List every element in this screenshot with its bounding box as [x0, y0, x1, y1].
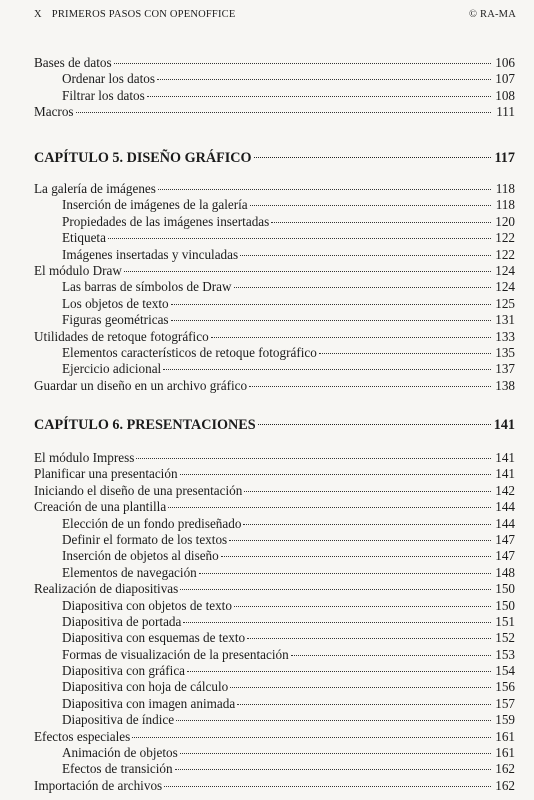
toc-entry-label: Imágenes insertadas y vinculadas	[62, 246, 239, 262]
dot-leader	[199, 573, 491, 574]
dot-leader	[250, 205, 491, 206]
toc-entry-page-number: 162	[495, 777, 515, 793]
toc-entry-label: Elementos de navegación	[62, 564, 197, 580]
toc-entry-label: Las barras de símbolos de Draw	[62, 279, 232, 295]
dot-leader	[180, 753, 491, 754]
dot-leader	[164, 786, 491, 787]
toc-entry	[34, 663, 515, 679]
toc-entry-page-number: 111	[496, 104, 515, 120]
toc-entry	[34, 88, 515, 104]
toc-entry-label: Creación de una plantilla	[34, 499, 167, 515]
toc-entry	[34, 312, 515, 328]
dot-leader	[168, 507, 491, 508]
dot-leader	[108, 238, 491, 239]
toc-block-design	[34, 181, 515, 394]
toc-entry	[34, 614, 515, 630]
dot-leader	[254, 157, 491, 158]
toc-entry-label: Efectos especiales	[34, 728, 131, 744]
toc-entry-page-number: 124	[495, 262, 515, 278]
dot-leader	[171, 320, 491, 321]
toc-entry	[34, 181, 515, 197]
dot-leader	[249, 386, 491, 387]
toc-entry-label: Diapositiva con gráfica	[62, 663, 186, 679]
dot-leader	[158, 189, 491, 190]
dot-leader	[147, 96, 491, 97]
toc-entry	[34, 679, 515, 695]
dot-leader	[180, 474, 491, 475]
toc-entry-label: Utilidades de retoque fotográfico	[34, 328, 209, 344]
dot-leader	[271, 222, 491, 223]
toc-entry	[34, 197, 515, 213]
toc-entry-page-number: 151	[495, 613, 515, 629]
toc-entry-label: Planificar una presentación	[34, 466, 178, 482]
dot-leader	[136, 458, 491, 459]
dot-leader	[124, 271, 491, 272]
toc-entry-page-number: 125	[495, 295, 515, 311]
toc-entry-page-number: 118	[495, 197, 515, 213]
toc-entry-page-number: 148	[495, 564, 515, 580]
toc-entry-page-number: 135	[495, 344, 515, 360]
chapter-title: CAPÍTULO 5. DISEÑO GRÁFICO	[34, 150, 252, 166]
toc-entry	[34, 761, 515, 777]
toc-entry	[34, 548, 515, 564]
toc-entry-page-number: 153	[495, 646, 515, 662]
dot-leader	[319, 353, 491, 354]
toc-entry-page-number: 150	[495, 597, 515, 613]
toc-entry-page-number: 141	[495, 466, 515, 482]
chapter-title-row	[34, 415, 515, 435]
toc-entry-label: El módulo Draw	[34, 262, 122, 278]
toc-entry-label: Diapositiva de portada	[62, 613, 182, 629]
toc-entry-page-number: 138	[495, 377, 515, 393]
toc-entry-page-number: 122	[495, 246, 515, 262]
toc-entry-label: Realización de diapositivas	[34, 581, 179, 597]
chapter-title-row	[34, 148, 515, 168]
toc-entry-label: La galería de imágenes	[34, 181, 156, 196]
dot-leader	[229, 540, 491, 541]
dot-leader	[221, 556, 491, 557]
toc-entry	[34, 745, 515, 761]
dot-leader	[258, 424, 491, 425]
toc-entry	[34, 345, 515, 361]
toc-entry-page-number: 106	[495, 55, 515, 70]
toc-entry-label: El módulo Impress	[34, 450, 135, 465]
toc-block-presentations	[34, 450, 515, 794]
toc-entry	[34, 361, 515, 377]
dot-leader	[76, 112, 491, 113]
dot-leader	[230, 687, 491, 688]
dot-leader	[244, 491, 491, 492]
toc-entry-page-number: 157	[495, 695, 515, 711]
toc-entry	[34, 378, 515, 394]
toc-entry-label: Propiedades de las imágenes insertadas	[62, 213, 270, 229]
toc-entry-page-number: 150	[495, 581, 515, 597]
book-title: PRIMEROS PASOS CON OPENOFFICE	[51, 9, 236, 20]
chapter-page-number: 117	[494, 150, 515, 166]
dot-leader	[176, 720, 491, 721]
page-roman-numeral: X	[34, 9, 42, 20]
toc-entry	[34, 279, 515, 295]
toc-entry-label: Inserción de imágenes de la galería	[62, 197, 248, 213]
toc-entry-page-number: 159	[495, 712, 515, 728]
toc-entry	[34, 263, 515, 279]
toc-entry	[34, 55, 515, 71]
toc-entry	[34, 104, 515, 120]
chapter-title: CAPÍTULO 6. PRESENTACIONES	[34, 417, 256, 433]
publisher-mark: © RA-MA	[468, 9, 516, 20]
dot-leader	[237, 704, 491, 705]
toc-entry-page-number: 147	[495, 531, 515, 547]
toc-entry	[34, 71, 515, 87]
toc-entry-page-number: 107	[495, 71, 515, 87]
toc-entry-label: Diapositiva con objetos de texto	[62, 597, 232, 613]
toc-entry-label: Importación de archivos	[34, 777, 163, 793]
toc-entry-label: Macros	[34, 104, 74, 120]
toc-entry-page-number: 161	[495, 728, 515, 744]
toc-entry	[34, 450, 515, 466]
dot-leader	[291, 655, 491, 656]
dot-leader	[234, 287, 491, 288]
toc-entry-page-number: 142	[495, 482, 515, 498]
toc-entry-label: Elementos característicos de retoque fotográfico	[62, 344, 317, 360]
chapter-page-number: 141	[493, 417, 515, 433]
dot-leader	[157, 79, 491, 80]
toc-entry-page-number: 152	[495, 630, 515, 646]
dot-leader	[211, 337, 491, 338]
toc-entry	[34, 466, 515, 482]
toc-entry-label: Formas de visualización de la presentación	[62, 646, 289, 662]
toc-entry-label: Figuras geométricas	[62, 312, 169, 328]
toc-entry-page-number: 156	[495, 679, 515, 695]
toc-entry-label: Los objetos de texto	[62, 295, 169, 311]
toc-entry	[34, 214, 515, 230]
toc-entry	[34, 329, 515, 345]
toc-entry	[34, 598, 515, 614]
toc-entry-page-number: 161	[495, 745, 515, 761]
toc-entry	[34, 712, 515, 728]
running-header	[34, 9, 516, 20]
toc-entry-label: Definir el formato de los textos	[62, 531, 228, 547]
toc-entry	[34, 516, 515, 532]
toc-entry	[34, 778, 515, 794]
chapter-5-heading	[34, 148, 515, 168]
toc-entry-page-number: 162	[495, 761, 515, 777]
toc-entry-page-number: 154	[495, 663, 515, 679]
toc-entry	[34, 483, 515, 499]
toc-entry	[34, 630, 515, 646]
toc-entry-page-number: 122	[495, 230, 515, 246]
toc-entry-label: Filtrar los datos	[62, 87, 145, 103]
toc-entry-page-number: 108	[495, 87, 515, 103]
dot-leader	[114, 63, 491, 64]
dot-leader	[234, 606, 491, 607]
toc-entry-label: Bases de datos	[34, 55, 112, 70]
toc-entry-label: Ejercicio adicional	[62, 361, 162, 377]
toc-entry-page-number: 133	[495, 328, 515, 344]
toc-entry-label: Guardar un diseño en un archivo gráfico	[34, 377, 248, 393]
toc-entry-label: Elección de un fondo prediseñado	[62, 515, 242, 531]
dot-leader	[247, 638, 491, 639]
dot-leader	[183, 622, 491, 623]
toc-entry	[34, 532, 515, 548]
toc-entry-label: Diapositiva de índice	[62, 712, 175, 728]
dot-leader	[175, 769, 491, 770]
toc-entry-label: Inserción de objetos al diseño	[62, 548, 219, 564]
toc-entry-label: Ordenar los datos	[62, 71, 156, 87]
toc-entry-label: Diapositiva con hoja de cálculo	[62, 679, 229, 695]
toc-entry	[34, 565, 515, 581]
toc-block-databases	[34, 55, 515, 121]
toc-entry	[34, 647, 515, 663]
toc-entry	[34, 729, 515, 745]
toc-entry-page-number: 141	[495, 450, 515, 465]
dot-leader	[243, 524, 491, 525]
toc-entry-page-number: 147	[495, 548, 515, 564]
toc-entry	[34, 696, 515, 712]
toc-entry-label: Iniciando el diseño de una presentación	[34, 482, 243, 498]
dot-leader	[132, 737, 491, 738]
toc-entry	[34, 296, 515, 312]
toc-entry-page-number: 118	[495, 181, 515, 196]
toc-entry-page-number: 137	[495, 361, 515, 377]
toc-entry-page-number: 131	[495, 312, 515, 328]
toc-entry	[34, 581, 515, 597]
toc-entry-label: Efectos de transición	[62, 761, 173, 777]
toc-entry-label: Animación de objetos	[62, 745, 178, 761]
chapter-6-heading	[34, 415, 515, 435]
dot-leader	[180, 589, 491, 590]
toc-entry-page-number: 120	[495, 213, 515, 229]
dot-leader	[171, 304, 491, 305]
toc-entry-label: Diapositiva con esquemas de texto	[62, 630, 246, 646]
dot-leader	[240, 255, 491, 256]
dot-leader	[187, 671, 491, 672]
toc-entry	[34, 230, 515, 246]
toc-entry-label: Diapositiva con imagen animada	[62, 695, 236, 711]
toc-entry	[34, 247, 515, 263]
toc-entry-page-number: 124	[495, 279, 515, 295]
toc-entry-page-number: 144	[495, 499, 515, 515]
toc-entry	[34, 499, 515, 515]
header-left	[34, 9, 245, 20]
toc-entry-label: Etiqueta	[62, 230, 106, 246]
toc-entry-page-number: 144	[495, 515, 515, 531]
dot-leader	[163, 369, 491, 370]
